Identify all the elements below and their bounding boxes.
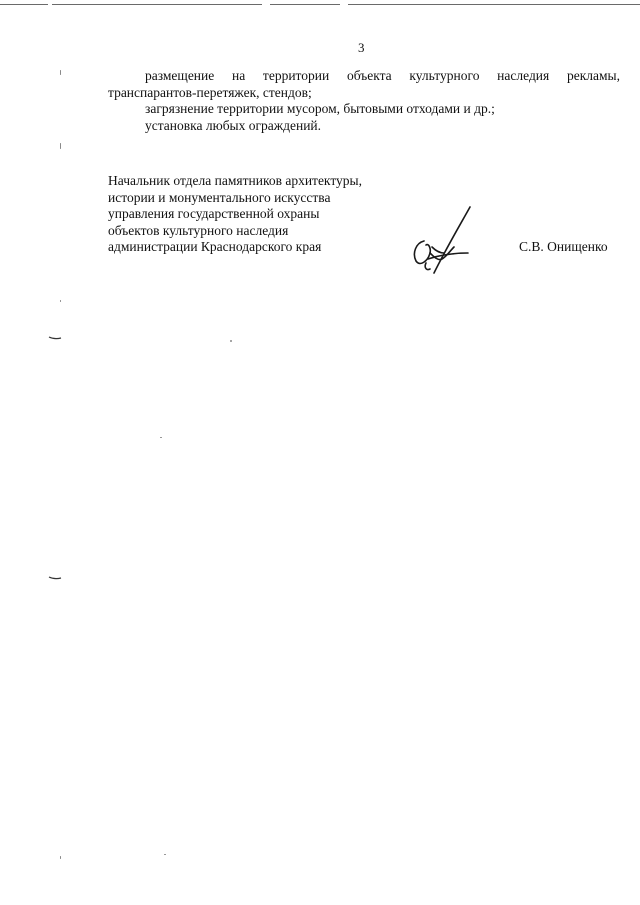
position-line: истории и монументального искусства [108, 189, 331, 205]
punch-mark [48, 336, 62, 340]
handwritten-signature [404, 203, 480, 279]
signatory-position [108, 173, 362, 256]
paragraph-pollution: загрязнение территории мусором, бытовыми отходами и др.; [145, 101, 495, 116]
scan-speck [60, 300, 61, 302]
scan-speck [60, 143, 61, 149]
scan-top-border [0, 4, 640, 6]
signer-name: С.В. Онищенко [519, 239, 608, 254]
position-line: объектов культурного наследия [108, 222, 289, 238]
position-line: администрации Краснодарского края [108, 239, 322, 254]
paragraph-fences: установка любых ограждений. [145, 117, 322, 133]
paragraph-advertising: размещение на территории объекта культурного наследия рекламы, транспарантов-перетяжек, стендов; [108, 68, 620, 100]
position-line: Начальник отдела памятников архитектуры, [108, 173, 362, 188]
scan-speck [230, 340, 232, 342]
scan-speck [160, 437, 162, 438]
scan-speck [60, 70, 61, 75]
body-text [108, 68, 620, 134]
position-line: управления государственной охраны [108, 206, 320, 221]
scan-speck [164, 854, 166, 855]
scan-speck [60, 856, 61, 859]
page-number: 3 [358, 40, 365, 55]
punch-mark [48, 576, 62, 580]
